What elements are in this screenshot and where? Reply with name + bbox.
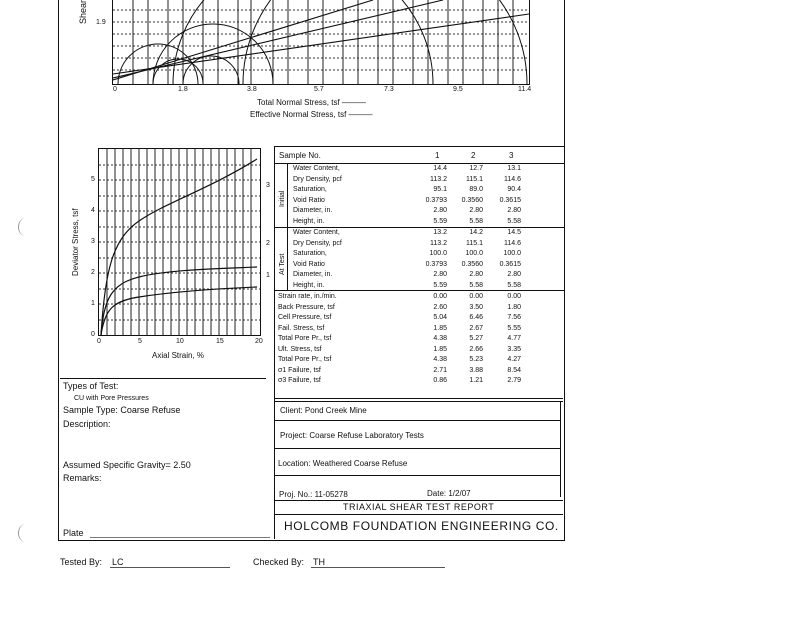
stress-chart-x-tick: 20	[255, 338, 263, 345]
table-row-label: σ1 Failure, tsf	[278, 366, 321, 374]
table-cell: 5.27	[469, 335, 483, 342]
description: Description:	[63, 419, 111, 429]
table-cell: 100.0	[429, 250, 447, 257]
report-title-rule	[275, 514, 563, 515]
group-label-divider	[287, 163, 288, 290]
deviator-stress-chart	[98, 148, 261, 336]
stress-chart-x-label: Axial Strain, %	[152, 351, 205, 360]
table-row-label: Water Content,	[293, 165, 340, 172]
stress-chart-x-tick: 5	[138, 338, 142, 345]
checked-by-label: Checked By:	[253, 557, 305, 567]
table-row-label: Void Ratio	[293, 260, 325, 268]
table-row-label: Void Ratio	[293, 196, 325, 204]
table-row-label: Water Content,	[293, 229, 340, 236]
table-cell: 0.00	[469, 293, 483, 300]
table-cell: 14.2	[469, 229, 483, 236]
table-cell: 0.00	[433, 293, 447, 300]
report-title: TRIAXIAL SHEAR TEST REPORT	[343, 502, 495, 512]
client-rule	[275, 420, 561, 421]
tested-by-label: Tested By:	[60, 557, 103, 567]
table-row-label: Total Pore Pr., tsf	[278, 356, 332, 363]
table-cell: 5.59	[433, 217, 447, 225]
initial-group-rule	[275, 227, 565, 228]
table-cell: 113.2	[430, 175, 447, 183]
table-cell: 2.80	[469, 207, 483, 214]
table-cell: 115.1	[466, 175, 483, 183]
table-cell: 5.59	[433, 281, 447, 289]
proj-no-rule	[275, 500, 563, 501]
table-cell: 114.6	[504, 175, 521, 183]
stress-chart-x-tick: 0	[97, 338, 101, 345]
table-row-label: Diameter, in.	[293, 271, 333, 278]
table-header-label: Sample No.	[279, 151, 321, 160]
table-row-label: Dry Density, pcf	[293, 239, 342, 247]
table-cell: 4.38	[433, 356, 447, 363]
table-cell: 2.80	[433, 207, 447, 214]
stress-chart-x-tick: 15	[216, 338, 224, 345]
table-cell: 7.56	[507, 314, 521, 321]
table-row-label: σ3 Failure, tsf	[278, 377, 321, 384]
attest-group-label: At Test	[279, 253, 286, 275]
table-header-col-3: 3	[509, 151, 514, 160]
table-cell: 5.04	[433, 314, 447, 321]
table-cell: 5.23	[469, 356, 483, 363]
attest-group-rule	[275, 290, 565, 291]
top-chart-legend-effective: Effective Normal Stress, tsf ———	[250, 110, 373, 119]
table-cell: 13.2	[433, 229, 447, 236]
stress-chart-y-tick: 4	[91, 207, 95, 214]
table-cell: 6.46	[469, 314, 483, 321]
checked-by-underline	[311, 567, 445, 568]
top-mohr-chart	[112, 0, 530, 85]
table-header-rule	[275, 163, 565, 164]
initial-group-label: Initial	[279, 190, 286, 207]
table-cell: 2.80	[507, 207, 521, 214]
project-box-right-rule	[560, 401, 561, 497]
table-cell: 3.88	[469, 366, 483, 374]
punch-mark	[18, 218, 33, 236]
top-chart-y-tick: 1.9	[96, 19, 106, 26]
info-top-rule	[60, 378, 266, 379]
table-cell: 2.80	[433, 271, 447, 278]
table-row-label: Cell Pressure, tsf	[278, 314, 332, 321]
top-chart-x-tick: 11.4	[518, 86, 532, 93]
table-cell: 4.27	[507, 356, 521, 363]
page-left-border	[58, 0, 59, 541]
table-row-label: Ult. Stress, tsf	[278, 345, 322, 353]
table-cell: 13.1	[507, 165, 521, 172]
table-cell: 12.7	[469, 165, 483, 172]
table-row-label: Dry Density, pcf	[293, 175, 342, 183]
table-cell: 0.3560	[461, 260, 483, 268]
table-cell: 0.3560	[461, 196, 483, 204]
table-cell: 2.71	[433, 366, 447, 374]
table-cell: 1.85	[433, 324, 447, 332]
type-of-test-label: Types of Test:	[63, 381, 119, 391]
table-cell: 1.80	[507, 303, 521, 311]
table-row-label: Strain rate, in./min.	[278, 293, 337, 300]
table-row-label: Height, in.	[293, 281, 325, 289]
table-row-label: Fail. Stress, tsf	[278, 324, 325, 332]
top-chart-y-label: Shear	[78, 0, 88, 24]
top-chart-x-tick: 7.3	[384, 86, 394, 93]
table-row-label: Total Pore Pr., tsf	[278, 335, 332, 342]
project-info-box	[274, 398, 563, 539]
table-cell: 5.58	[469, 217, 483, 225]
type-of-test-value: CU with Pore Pressures	[74, 395, 149, 402]
tested-by-underline	[110, 567, 230, 568]
location: Location: Weathered Coarse Refuse	[278, 459, 408, 468]
table-cell: 89.0	[469, 186, 483, 193]
table-cell: 0.3793	[425, 196, 447, 204]
table-cell: 8.54	[507, 366, 521, 374]
table-cell: 100.0	[465, 250, 483, 257]
sample-type: Sample Type: Coarse Refuse	[63, 405, 181, 415]
table-row-label: Back Pressure, tsf	[278, 303, 335, 311]
top-chart-x-tick: 3.8	[247, 86, 257, 93]
company-name: HOLCOMB FOUNDATION ENGINEERING CO.	[284, 519, 559, 533]
report-date: Date: 1/2/07	[427, 489, 471, 498]
table-cell: 0.00	[507, 293, 521, 300]
table-cell: 90.4	[507, 186, 521, 193]
table-cell: 14.4	[433, 165, 447, 172]
table-row-label: Diameter, in.	[293, 207, 333, 214]
table-cell: 2.79	[507, 377, 521, 384]
table-cell: 2.67	[469, 324, 483, 332]
table-cell: 2.60	[433, 303, 447, 311]
table-header-col-2: 2	[471, 151, 476, 160]
table-cell: 0.3615	[499, 260, 521, 268]
project-box-inner-top	[275, 401, 563, 402]
table-cell: 1.85	[433, 345, 447, 353]
stress-chart-y-tick: 3	[91, 238, 95, 245]
table-row-label: Saturation,	[293, 186, 327, 193]
stress-chart-x-tick: 10	[176, 338, 184, 345]
table-cell: 0.3793	[425, 260, 447, 268]
stress-curve-label-1: 1	[266, 272, 270, 279]
plate-underline	[90, 537, 270, 538]
stress-curve-label-3: 3	[266, 182, 270, 189]
table-cell: 2.80	[469, 271, 483, 278]
plate-label: Plate	[63, 528, 84, 538]
table-cell: 4.38	[433, 335, 447, 342]
table-cell: 3.50	[469, 303, 483, 311]
stress-chart-y-tick: 0	[91, 331, 95, 338]
page-bottom-border	[58, 540, 565, 541]
client: Client: Pond Creek Mine	[280, 406, 367, 415]
table-row-label: Saturation,	[293, 250, 327, 257]
top-chart-x-tick: 9.5	[453, 86, 463, 93]
checked-by-value: TH	[313, 557, 325, 567]
table-row-label: Height, in.	[293, 217, 325, 225]
sample-data-table	[274, 146, 565, 399]
location-rule	[275, 475, 561, 476]
specific-gravity: Assumed Specific Gravity= 2.50	[63, 460, 191, 470]
table-cell: 2.66	[469, 345, 483, 353]
project-number: Proj. No.: 11-05278	[279, 490, 348, 499]
stress-chart-y-tick: 5	[91, 176, 95, 183]
table-cell: 114.6	[504, 239, 521, 247]
table-cell: 5.55	[507, 324, 521, 332]
top-chart-x-tick: 5.7	[314, 86, 324, 93]
table-header-col-1: 1	[435, 151, 440, 160]
stress-curve-label-2: 2	[266, 240, 270, 247]
table-cell: 5.58	[469, 281, 483, 289]
stress-chart-y-tick: 2	[91, 269, 95, 276]
top-chart-svg	[113, 0, 529, 84]
table-cell: 1.21	[469, 377, 483, 384]
project-rule	[275, 448, 561, 449]
table-cell: 0.3615	[499, 196, 521, 204]
stress-chart-y-tick: 1	[91, 300, 95, 307]
top-chart-legend-total: Total Normal Stress, tsf ———	[257, 98, 366, 107]
remarks: Remarks:	[63, 473, 102, 483]
table-cell: 4.77	[507, 335, 521, 342]
stress-chart-y-label: Deviator Stress, tsf	[71, 208, 80, 276]
top-chart-x-tick: 1.8	[178, 86, 188, 93]
table-cell: 5.58	[507, 217, 521, 225]
table-cell: 0.86	[433, 377, 447, 384]
table-cell: 14.5	[507, 229, 521, 236]
top-chart-x-tick: 0	[113, 86, 117, 93]
tested-by-value: LC	[112, 557, 124, 567]
table-cell: 115.1	[466, 239, 483, 247]
table-cell: 2.80	[507, 271, 521, 278]
stress-chart-svg	[99, 149, 260, 335]
table-cell: 5.58	[507, 281, 521, 289]
table-cell: 113.2	[430, 239, 447, 247]
project-name: Project: Coarse Refuse Laboratory Tests	[280, 431, 424, 440]
table-cell: 100.0	[503, 250, 521, 257]
punch-mark	[18, 524, 33, 542]
table-cell: 3.35	[507, 345, 521, 353]
table-cell: 95.1	[433, 186, 447, 193]
